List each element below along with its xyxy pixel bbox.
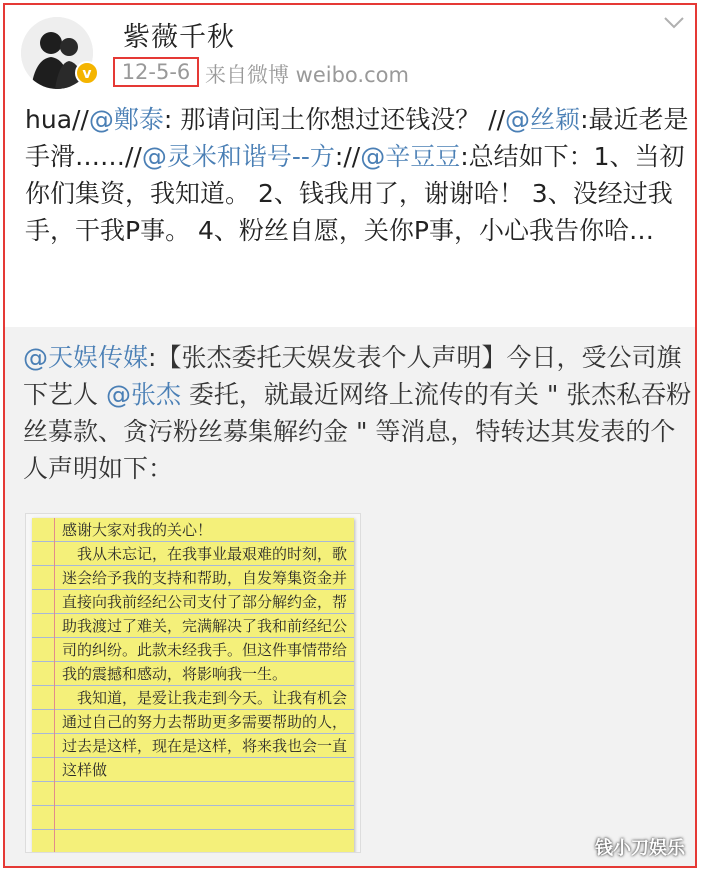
watermark: 钱小刀娱乐 (595, 838, 685, 859)
weibo-post-card (3, 3, 697, 868)
post-date: 12-5-6 (113, 57, 199, 87)
username[interactable]: 紫薇千秋 (123, 22, 235, 53)
retweet-text (23, 339, 695, 487)
notepaper (32, 518, 354, 853)
text-segment: : 那请问闰土你想过还钱没？ // (163, 105, 506, 134)
text-segment: :最近老是手滑……// (25, 105, 689, 171)
text-segment: 委托，就最近网络上流传的有关 " 张杰私吞粉丝募款、贪污粉丝募集解约金 " 等消息，特转达其发表的个人声明如下： (23, 380, 692, 483)
statement-image[interactable] (25, 513, 361, 853)
verified-badge-icon: v (75, 61, 99, 85)
statement-image-text: 感谢大家对我的关心！ 我从未忘记，在我事业最艰难的时刻，歌迷会给予我的支持和帮助，自发筹集资金并直接向我前经纪公司支付了部分解约金，帮助我渡过了难关，完满解决了我和前经纪公司的纠纷。此款未经我手。但这件事情带给我的震撼和感动，将影响我一生。 我知道，是爱让我走到今天。让我有机会通过自己的努力去帮助更多需要帮助的人，过去是这样，现在是这样，将来我也会一直这样做 (62, 521, 348, 779)
mention-link[interactable]: @灵米和谐号--方 (141, 142, 335, 171)
mention-link[interactable]: @丝颖 (505, 105, 581, 134)
paper-margin-line (54, 518, 55, 853)
text-segment: :【张杰委托天娱发表个人声明】今日，受公司旗下艺人 (23, 343, 682, 409)
mention-link[interactable]: @鄭泰 (88, 105, 164, 134)
mention-link[interactable]: @天娱传媒 (23, 343, 149, 372)
post-source: 来自微博 weibo.com (205, 63, 409, 87)
text-segment: hua// (25, 105, 89, 134)
text-segment: :总结如下：1、当初你们集资，我知道。 2、钱我用了，谢谢哈！ 3、没经过我手，干我P事。 4、粉丝自愿，关你P事，小心我告你哈… (25, 142, 685, 245)
chevron-down-icon[interactable] (663, 15, 685, 34)
post-text (25, 101, 693, 249)
retweet-block[interactable] (5, 327, 695, 867)
mention-link[interactable]: @张杰 (105, 380, 181, 409)
mention-link[interactable]: @辛豆豆 (360, 142, 461, 171)
text-segment: :// (334, 142, 361, 171)
